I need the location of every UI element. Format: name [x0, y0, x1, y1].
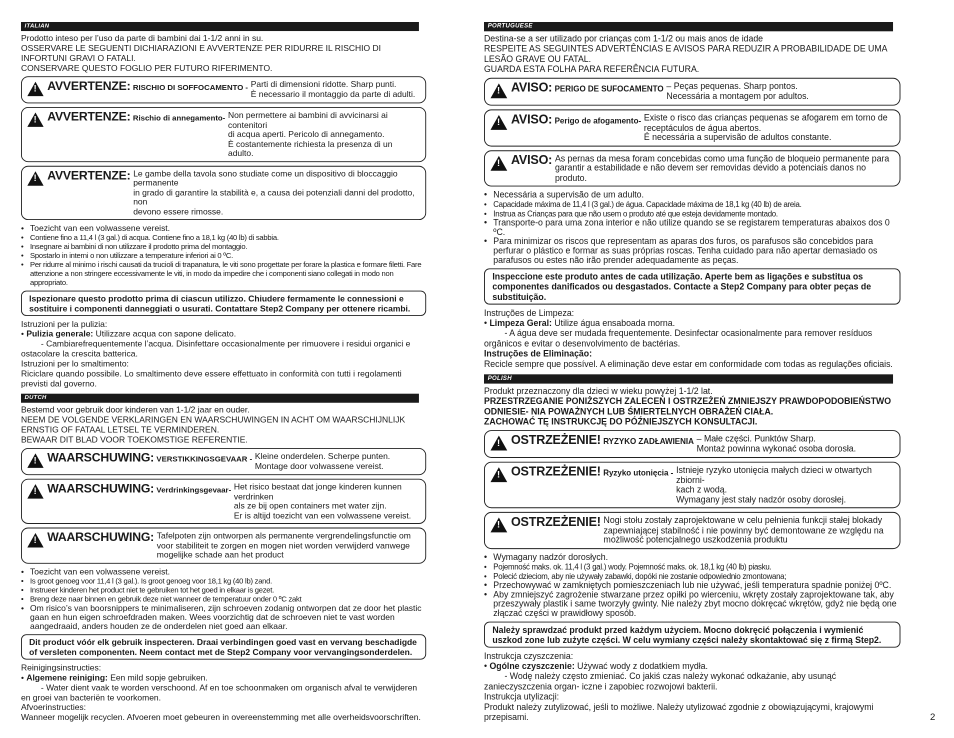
- cleaning-general: • Algemene reiniging: Een mild sopje gebruiken.: [21, 671, 208, 682]
- disposal-text: Wanneer mogelijk recyclen. Afvoeren moet gebeuren in overeenstemming met alle overheidsvoorschriften.: [21, 711, 421, 722]
- list-item: • Om risico’s van boorsnippers te minimaliseren, zijn schroeven zodanig ontworpen dat ze door het plastic gaan en hun eigen schroefdraden maken. Wees voorzichtig dat de schroeven niet te vast worden aangedraaid, anders houden ze de onderdelen niet goed aan elkaar.: [21, 603, 426, 630]
- polish-bullet-list: [484, 552, 900, 617]
- cleaning-general: • Pulizia generale: Utilizzare acqua con sapone delicato.: [21, 328, 237, 339]
- warning-triangle-icon: [27, 484, 43, 498]
- polish-section: [484, 374, 900, 721]
- warning-triangle-icon: [491, 517, 508, 532]
- warning-box: [484, 78, 900, 106]
- warning-title: AVVERTENZE:: [47, 109, 131, 124]
- portuguese-language-tab: [484, 22, 893, 31]
- intro-line: ZACHOWAĆ TĘ INSTRUKCJĘ DO PÓŹNIEJSZYCH KONSULTACJI.: [484, 416, 758, 427]
- warning-line: devono essere rimosse.: [133, 206, 224, 216]
- warning-text: [252, 452, 390, 471]
- warning-triangle-icon: [491, 467, 508, 482]
- cleaning-label: Ogólne czyszczenie:: [489, 660, 575, 671]
- warning-box: [484, 512, 900, 549]
- cleaning-details: - Cambiarefrequentemente l’acqua. Disinfettare occasionalmente per rimuovere i residui organici e ostacolare la crescita batterica.: [21, 338, 411, 359]
- warning-heading: [511, 516, 601, 529]
- cleaning-details: - A água deve ser mudada frequentemente. Desinfectar ocasionalmente para remover resíduos orgânicos e evitar o desenvolvimento de bactérias.: [484, 327, 873, 349]
- dutch-section: [21, 394, 426, 722]
- warning-line: – Peças pequenas. Sharp pontos.: [666, 80, 798, 91]
- language-label: ITALIAN: [24, 22, 50, 30]
- intro-line: Prodotto inteso per l’uso da parte di bambini dai 1-1/2 anni in su.: [21, 32, 264, 43]
- left-column: [21, 22, 426, 722]
- cleaning-general: • Ogólne czyszczenie: Używać wody z dodatkiem mydła.: [484, 660, 708, 671]
- warning-line: – Małe części. Punktów Sharp.: [696, 432, 816, 444]
- cleaning-title: Reinigingsinstructies:: [21, 661, 102, 672]
- warning-heading: [47, 169, 130, 182]
- warning-triangle-icon: [27, 453, 43, 467]
- page-number: 2: [930, 712, 936, 723]
- warning-line: Het risico bestaat dat jonge kinderen kunnen verdrinken: [233, 481, 402, 501]
- warning-line: Existe o risco das crianças pequenas se afogarem em torno de: [643, 112, 888, 123]
- warning-line: Montage door volwassene vereist.: [254, 460, 384, 471]
- warning-box: [21, 448, 426, 475]
- warning-line: Er is altijd toezicht van een volwassene vereist.: [233, 509, 412, 520]
- warning-heading: [511, 154, 552, 167]
- disposal-title: Instruções de Eliminação:: [484, 348, 593, 359]
- warning-box: [21, 165, 426, 220]
- portuguese-care-instructions: [484, 307, 900, 368]
- warning-line: Istnieje ryzyko utonięcia małych dzieci w otwartych zbiorni-: [676, 464, 872, 485]
- cleaning-text: Utilize água ensaboada morna.: [551, 317, 676, 328]
- intro-line: Destina-se a ser utilizado por crianças com 1-1/2 ou mais anos de idade: [484, 33, 764, 44]
- warning-text: [601, 516, 884, 545]
- warning-text: [694, 434, 856, 454]
- dutch-language-tab: [21, 394, 419, 403]
- intro-line: RESPEITE AS SEGUINTES ADVERTÊNCIAS E AVISOS PARA REDUZIR A PROBABILIDADE DE UMA LESÃO GRAVE OU FATAL.: [484, 43, 887, 64]
- warning-title: WAARSCHUWING:: [47, 450, 155, 465]
- italian-language-tab: [21, 22, 419, 31]
- warning-row: [511, 516, 894, 545]
- polish-intro: [484, 385, 900, 426]
- warning-title: OSTRZEŻENIE!: [510, 432, 601, 447]
- inspection-notice: Ispezionare questo prodotto prima di ciascun utilizzo. Chiudere fermamente le connessioni e sostituire i componenti danneggiati o usurati. Contattare Step2 Company per ottenere ricambi.: [21, 291, 426, 316]
- italian-section: [21, 22, 426, 388]
- intro-line: BEWAAR DIT BLAD VOOR TOEKOMSTIGE REFERENTIE.: [21, 434, 248, 445]
- warning-subtitle: VERSTIKKINGSGEVAAR -: [156, 454, 253, 464]
- warning-title: AVVERTENZE:: [47, 168, 131, 182]
- warning-row: [511, 113, 894, 142]
- list-item: • Toezicht van een volwassene vereist.: [21, 224, 426, 233]
- list-item: • Aby zmniejszyć zagrożenie stwarzane przez opiłki po wierceniu, wkręty zostały zaprojektowane tak, aby przeszywały plastik i same tworzyły gwinty. Nie należy zbyt mocno dokręcać wkrętów, gdyż nie będą one złączać części w prawidłowy sposób.: [484, 590, 900, 618]
- warning-heading: [511, 81, 664, 94]
- warning-text: [248, 80, 415, 99]
- warning-line: Parti di dimensioni ridotte. Sharp punti.: [250, 78, 397, 89]
- list-item: • Necessária a supervisão de um adulto.: [484, 190, 900, 199]
- warning-line: receptáculos de água abertos.: [643, 121, 762, 133]
- warning-triangle-icon: [491, 155, 508, 170]
- cleaning-label: Algemene reiniging:: [26, 671, 108, 682]
- intro-line: Bestemd voor gebruik door kinderen van 1-1/2 jaar en ouder.: [21, 404, 250, 415]
- warning-subtitle: RISCHIO DI SOFFOCAMENTO -: [132, 82, 249, 92]
- intro-line: OSSERVARE LE SEGUENTI DICHIARAZIONI E AVVERTENZE PER RIDURRE IL RISCHIO DI INFORTUNI GRAVI O FATALI.: [21, 42, 381, 63]
- warning-row: [47, 169, 420, 216]
- warning-line: Tafelpoten zijn ontworpen als permanente vergrendelingsfunctie om: [156, 530, 411, 541]
- warning-row: [511, 154, 894, 183]
- right-column: [484, 22, 900, 722]
- portuguese-section: [484, 22, 900, 369]
- warning-subtitle: Rischio di annegamento-: [132, 113, 226, 123]
- polish-language-tab: [484, 374, 893, 383]
- warning-box: [484, 109, 900, 146]
- dutch-intro: [21, 405, 426, 445]
- warning-subtitle: PERIGO DE SUFOCAMENTO: [554, 84, 664, 94]
- warning-row: [47, 482, 420, 520]
- language-label: PORTUGUESE: [487, 22, 533, 30]
- warning-line: Kleine onderdelen. Scherpe punten.: [254, 450, 391, 461]
- disposal-title: Afvoerinstructies:: [21, 701, 87, 712]
- cleaning-label: Pulizia generale:: [26, 328, 94, 339]
- list-item: • Przechowywać w zamkniętych pomieszczeniach lub nie używać, jeśli temperatura spadnie poniżej 0ºC.: [484, 580, 900, 589]
- cleaning-title: Instruções de Limpeza:: [484, 307, 575, 318]
- list-item: • Contiene fino a 11,4 l (3 gal.) di acqua. Contiene fino a 18,1 kg (40 lb) di sabbia.: [21, 233, 426, 242]
- list-item: • Instrueer kinderen het product niet te gebruiken tot het goed in elkaar is gezet.: [21, 585, 426, 594]
- cleaning-label: Limpeza Geral:: [489, 317, 552, 328]
- list-item: • Polecić dzieciom, aby nie używały zabawki, dopóki nie zostanie odpowiednio zmontowana;: [484, 571, 900, 580]
- cleaning-general: • Limpeza Geral: Utilize água ensaboada morna.: [484, 317, 676, 328]
- cleaning-text: Een mild sopje gebruiken.: [107, 671, 208, 682]
- warning-line: możliwość potencjalnego uszkodzenia produktu: [603, 534, 788, 545]
- warning-line: È costantemente richiesta la presenza di un adulto.: [227, 138, 393, 158]
- warning-triangle-icon: [491, 83, 508, 98]
- dutch-bullet-list: [21, 567, 426, 630]
- list-item: • Breng deze naar binnen en gebruik deze niet wanneer de temperatuur onder 0 ºC zakt: [21, 594, 426, 603]
- warning-line: Necessária a montagem por adultos.: [666, 90, 809, 101]
- warning-subtitle: RYZYKO ZADŁAWIENIA: [603, 436, 694, 446]
- warning-title: AVISO:: [510, 152, 553, 167]
- warning-row: [511, 465, 894, 504]
- warning-triangle-icon: [491, 436, 508, 451]
- warning-title: WAARSCHUWING:: [47, 481, 155, 495]
- list-item: • Para minimizar os riscos que representam as aparas dos furos, os parafusos são concebidos para perfurar o plástico e formar as suas próprias roscas. Tenha cuidado para não apertar demasiado os parafusos ou estes não irão prender adequadamente as peças.: [484, 237, 900, 265]
- italian-care-instructions: [21, 319, 426, 389]
- warning-text: [231, 482, 420, 520]
- language-label: DUTCH: [24, 394, 47, 401]
- warning-row: [511, 434, 894, 454]
- warning-heading: [47, 482, 231, 495]
- warning-heading: [511, 434, 694, 447]
- polish-care-instructions: [484, 650, 900, 722]
- warning-line: garantir a estabilidade e não devem ser removidas devido a potenciais danos no produto.: [554, 162, 866, 183]
- disposal-text: Riciclare quando possibile. Lo smaltimento deve essere effettuato in conformità con tutti i regolamenti previsti dal governo.: [21, 368, 402, 389]
- inspection-notice: Należy sprawdzać produkt przed każdym użyciem. Mocno dokręcić połączenia i wymienić uszkod zone lub zużyte części. W celu wymiany części należy skontaktować się z firmą Step2.: [484, 621, 900, 647]
- list-item: • Instrua as Crianças para que não usem o produto até que esteja devidamente montado.: [484, 209, 900, 218]
- warning-line: Nogi stołu zostały zaprojektowane w celu pełnienia funkcji stałej blokady: [603, 514, 883, 525]
- warning-title: OSTRZEŻENIE!: [510, 464, 601, 479]
- warning-text: [130, 169, 419, 216]
- warning-title: AVISO:: [510, 80, 553, 95]
- cleaning-title: Instrukcja czyszczenia:: [484, 649, 574, 661]
- warning-text: [673, 465, 894, 504]
- cleaning-text: Używać wody z dodatkiem mydła.: [574, 660, 708, 671]
- list-item: • Toezicht van een volwassene vereist.: [21, 567, 426, 576]
- warning-triangle-icon: [27, 533, 43, 547]
- warning-triangle-icon: [27, 82, 43, 96]
- list-item: • Capacidade máxima de 11,4 l (3 gal.) de água. Capacidade máxima de 18,1 kg (40 lb) de areia.: [484, 200, 900, 209]
- warning-row: [511, 81, 894, 101]
- warning-title: WAARSCHUWING:: [47, 530, 155, 544]
- warning-triangle-icon: [27, 171, 43, 185]
- disposal-title: Instrukcja utylizacji:: [484, 690, 560, 702]
- inspection-notice: Dit product vóór elk gebruik inspecteren. Draai verbindingen goed vast en vervang beschadigde of versleten componenten. Neem contact met de Step2 Company voor vervangingsonderdelen.: [21, 634, 426, 659]
- warning-line: Le gambe della tavola sono studiate come un dispositivo di bloccaggio permanente: [133, 168, 398, 188]
- warning-heading: [511, 113, 641, 126]
- language-label: POLISH: [487, 375, 512, 382]
- warning-line: È necessario il montaggio da parte di adulti.: [250, 88, 416, 99]
- warning-heading: [47, 111, 225, 124]
- warning-heading: [47, 80, 248, 93]
- portuguese-intro: [484, 33, 900, 74]
- warning-heading: [47, 452, 252, 465]
- warning-line: Wymagany jest stały nadzór osoby dorosłej.: [676, 493, 847, 505]
- warning-row: [47, 531, 420, 559]
- warning-box: [484, 430, 900, 458]
- list-item: • Is groot genoeg voor 11,4 l (3 gal.). Is groot genoeg voor 18,1 kg (40 lb) zand.: [21, 576, 426, 585]
- warning-triangle-icon: [491, 115, 508, 130]
- italian-intro: [21, 33, 426, 73]
- cleaning-details: - Wodę należy często zmieniać. Co jakiś czas należy wykonać odkażanie, aby usunąć zanieczyszczenia organ- iczne i zapobiec rozwojowi bakterii.: [484, 670, 837, 691]
- intro-line: GUARDA ESTA FOLHA PARA REFERÊNCIA FUTURA.: [484, 63, 700, 75]
- intro-line: CONSERVARE QUESTO FOGLIO PER FUTURO RIFERIMENTO.: [21, 62, 273, 73]
- intro-line: Produkt przeznaczony dla dzieci w wieku powyżej 1-1/2 lat.: [484, 385, 713, 396]
- intro-line: NEEM DE VOLGENDE VERKLARINGEN EN WAARSCHUWINGEN IN ACHT OM WAARSCHIJNLIJK ERNSTIG OF FATAAL LETSEL TE VERMINDEREN.: [21, 414, 406, 435]
- warning-row: [47, 452, 420, 471]
- cleaning-details: - Water dient vaak te worden verschoond. Af en toe schoonmaken om organisch afval te verwijderen en groei van bacteriën te voorkomen.: [21, 681, 418, 702]
- warning-line: mogelijke schade aan het product: [156, 549, 284, 560]
- inspection-notice: Inspeccione este produto antes de cada utilização. Aperte bem as ligações e substitua os componentes danificados ou desgastados. Contacte a Step2 Company para obter peças de substituição.: [484, 268, 900, 304]
- warning-box: [21, 76, 426, 103]
- list-item: • Wymagany nadzór dorosłych.: [484, 552, 900, 561]
- intro-line: PRZESTRZEGANIE PONIŻSZYCH ZALECEŃ I OSTRZEŻEŃ ZMNIEJSZY PRAWDOPODOBIEŃSTWO ODNIESIE- NIA POWAŻNYCH LUB ŚMIERTELNYCH OBRAŻEŃ CIAŁA.: [484, 395, 892, 417]
- warning-line: kach z wodą.: [676, 484, 727, 495]
- warning-text: [552, 154, 894, 183]
- warning-text: [641, 113, 887, 142]
- warning-heading: [47, 531, 154, 544]
- warning-text: [225, 111, 420, 158]
- warning-box: [21, 479, 426, 524]
- list-item: • Spostarlo in interni o non utilizzare a temperature inferiori ai 0 ºC.: [21, 251, 426, 260]
- warning-box: [21, 107, 426, 162]
- list-item: • Transporte-o para uma zona interior e não utilize quando se se registarem temperaturas abaixos dos 0 ºC.: [484, 218, 900, 237]
- warning-line: in grado di garantire la stabilità e, a causa dei potenziali danni del prodotto, non: [133, 187, 415, 207]
- warning-line: Montaż powinna wykonać osoba dorosła.: [696, 442, 857, 453]
- warning-row: [47, 111, 420, 158]
- warning-title: AVISO:: [510, 112, 553, 127]
- warning-line: zapewniającej stabilność i nie powinny być demontowane ze względu na: [603, 524, 884, 535]
- cleaning-title: Istruzioni per la pulizia:: [21, 318, 108, 329]
- list-item: • Per ridurre al minimo i rischi causati da trucioli di trapanatura, le viti sono progettate per forare la plastica e formare filetti. Fare attenzione a non stringere eccessivamente le viti, in modo da impedire che i componenti siano collegati in modo non appropriato.: [21, 260, 426, 287]
- disposal-title: Istruzioni per lo smaltimento:: [21, 358, 129, 369]
- dutch-care-instructions: [21, 662, 426, 722]
- warning-box: [484, 150, 900, 187]
- warning-triangle-icon: [27, 112, 43, 126]
- warning-line: voor stabiliteit te zorgen en mogen niet worden verwijderd vanwege: [156, 539, 410, 550]
- warning-box: [21, 528, 426, 564]
- warning-box: [484, 462, 900, 508]
- disposal-text: Recicle sempre que possível. A eliminação deve estar em conformidade com todas as regulações oficiais.: [484, 358, 893, 369]
- warning-heading: [511, 465, 673, 478]
- warning-title: OSTRZEŻENIE!: [510, 514, 601, 529]
- warning-title: AVVERTENZE:: [47, 78, 131, 93]
- warning-row: [47, 80, 420, 99]
- portuguese-bullet-list: [484, 190, 900, 264]
- warning-line: As pernas da mesa foram concebidas como uma função de bloqueio permanente para: [554, 152, 890, 163]
- list-item: • Insegnare ai bambini di non utilizzare il prodotto prima del montaggio.: [21, 242, 426, 251]
- disposal-text: Produkt należy zutylizować, jeśli to możliwe. Należy utylizować zgodnie z obowiązującymi, krajowymi przepisami.: [484, 701, 874, 722]
- warning-line: als ze bij open containers met water zijn.: [233, 500, 387, 511]
- italian-bullet-list: [21, 224, 426, 287]
- warning-subtitle: Perigo de afogamento-: [554, 115, 642, 126]
- warning-line: É necessária a supervisão de adultos constante.: [643, 131, 832, 142]
- warning-subtitle: Ryzyko utonięcia -: [603, 468, 674, 478]
- warning-text: [664, 81, 809, 101]
- warning-text: [154, 531, 411, 559]
- warning-line: di acqua aperti. Pericolo di annegamento.: [227, 128, 385, 139]
- warning-line: Non permettere ai bambini di avvicinarsi ai contenitori: [227, 109, 388, 130]
- list-item: • Pojemność maks. ok. 11,4 l (3 gal.) wody. Pojemność maks. ok. 18,1 kg (40 lb) piasku.: [484, 562, 900, 571]
- warning-subtitle: Verdrinkingsgevaar-: [156, 485, 232, 495]
- cleaning-text: Utilizzare acqua con sapone delicato.: [93, 328, 237, 339]
